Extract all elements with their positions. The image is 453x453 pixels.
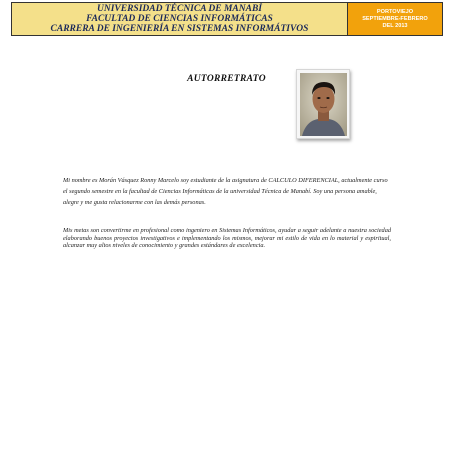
year-text: DEL 2013	[382, 22, 408, 29]
author-portrait	[296, 69, 350, 139]
university-name: UNIVERSIDAD TÉCNICA DE MANABÍ	[97, 4, 262, 14]
document-header	[11, 2, 443, 36]
place-text: PORTOVIEJO	[376, 8, 414, 15]
portrait-image	[300, 73, 347, 136]
period-text: SEPTIEMBRE-FEBRERO	[362, 15, 428, 22]
goals-paragraph: Mis metas son convertirme en profesional como ingeniero en Sistemas Informáticos, ayudar a seguir adelante a nuestra sociedad elaborando buenos proyectos investigativos e implementando los mismos, mejorar mi estilo de vida en lo material y espiritual, alcanzar muy altos niveles de conocimiento y grandes estándares de excelencia.	[63, 227, 391, 250]
institution-banner	[12, 3, 348, 35]
career-name: CARRERA DE INGENIERÍA EN SISTEMAS INFORMÁTIVOS	[50, 24, 309, 34]
page-title: AUTORRETRATO	[187, 74, 266, 84]
faculty-name: FACULTAD DE CIENCIAS INFORMÁTICAS	[86, 14, 273, 24]
location-period-box	[348, 3, 442, 35]
intro-paragraph: Mi nombre es Morán Vásquez Ronny Marcelo soy estudiante de la asignatura de CALCULO DIFERENCIAL, actualmente curso el segundo semestre en la facultad de Ciencias Informáticas de la universidad Técnica de Manabí. Soy una persona amable, alegre y me gusta relacionarme con las demás personas.	[63, 177, 388, 206]
